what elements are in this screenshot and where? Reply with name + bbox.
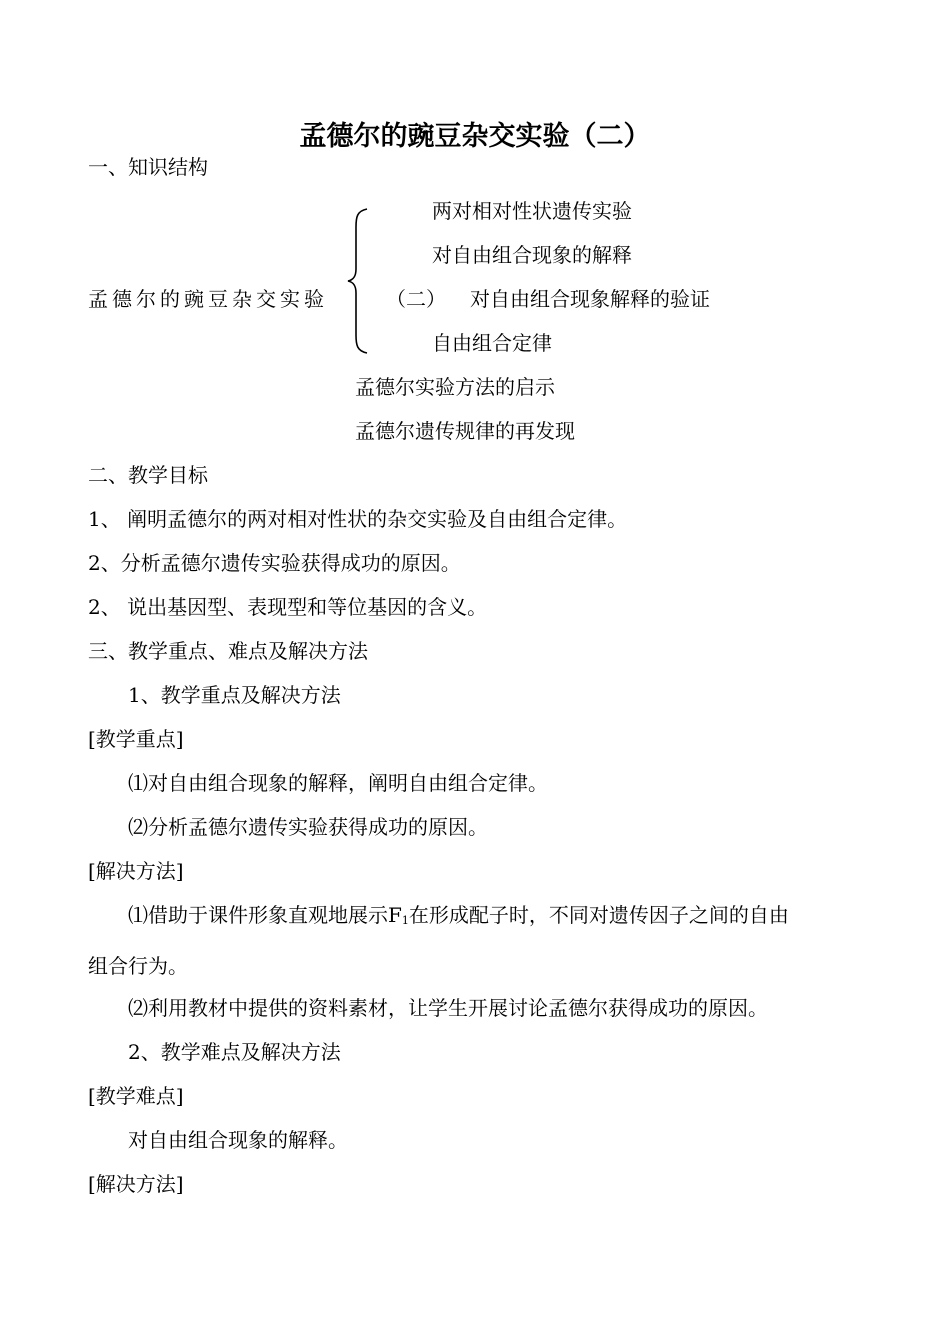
structure-branch-4: 自由组合定律 bbox=[432, 331, 552, 355]
method-item-1-continuation: 组合行为。 bbox=[88, 954, 188, 978]
method-item-2: ⑵利用教材中提供的资料素材，让学生开展讨论孟德尔获得成功的原因。 bbox=[128, 996, 768, 1020]
label-solution-method-1: [解决方法] bbox=[88, 859, 184, 883]
structure-brace bbox=[345, 207, 371, 355]
structure-root: 孟德尔的豌豆杂交实验 bbox=[88, 287, 328, 311]
method-item-1-text-b: 在形成配子时，不同对遗传因子之间的自由 bbox=[408, 903, 789, 927]
goal-item-1: 1、 阐明孟德尔的两对相对性状的杂交实验及自由组合定律。 bbox=[88, 507, 628, 531]
label-difficult-points: [教学难点] bbox=[88, 1084, 184, 1108]
method-item-1-subscript: 1 bbox=[401, 914, 409, 927]
subheading-key-points: 1、教学重点及解决方法 bbox=[128, 683, 341, 707]
key-point-item-1: ⑴对自由组合现象的解释，阐明自由组合定律。 bbox=[128, 771, 548, 795]
structure-branch-3: 对自由组合现象解释的验证 bbox=[470, 287, 710, 311]
subheading-difficult-points: 2、教学难点及解决方法 bbox=[128, 1040, 341, 1064]
brace-shape bbox=[348, 209, 367, 353]
method-item-1 bbox=[128, 903, 789, 933]
goal-item-3: 2、 说出基因型、表现型和等位基因的含义。 bbox=[88, 595, 488, 619]
label-key-points: [教学重点] bbox=[88, 727, 184, 751]
section-heading-key-difficult-points: 三、教学重点、难点及解决方法 bbox=[88, 639, 368, 663]
structure-branch-2: 对自由组合现象的解释 bbox=[432, 243, 632, 267]
goal-item-2: 2、分析孟德尔遗传实验获得成功的原因。 bbox=[88, 551, 461, 575]
difficult-point-item: 对自由组合现象的解释。 bbox=[128, 1128, 348, 1152]
structure-root-suffix: （二） bbox=[386, 287, 446, 311]
section-heading-teaching-goals: 二、教学目标 bbox=[88, 463, 208, 487]
structure-branch-6: 孟德尔遗传规律的再发现 bbox=[355, 419, 575, 443]
page-title: 孟德尔的豌豆杂交实验（二） bbox=[299, 121, 651, 152]
section-heading-knowledge-structure: 一、知识结构 bbox=[88, 155, 208, 179]
structure-branch-1: 两对相对性状遗传实验 bbox=[432, 199, 632, 223]
key-point-item-2: ⑵分析孟德尔遗传实验获得成功的原因。 bbox=[128, 815, 488, 839]
method-item-1-text-a: ⑴借助于课件形象直观地展示F bbox=[128, 903, 402, 927]
label-solution-method-2: [解决方法] bbox=[88, 1172, 184, 1196]
structure-branch-5: 孟德尔实验方法的启示 bbox=[355, 375, 555, 399]
